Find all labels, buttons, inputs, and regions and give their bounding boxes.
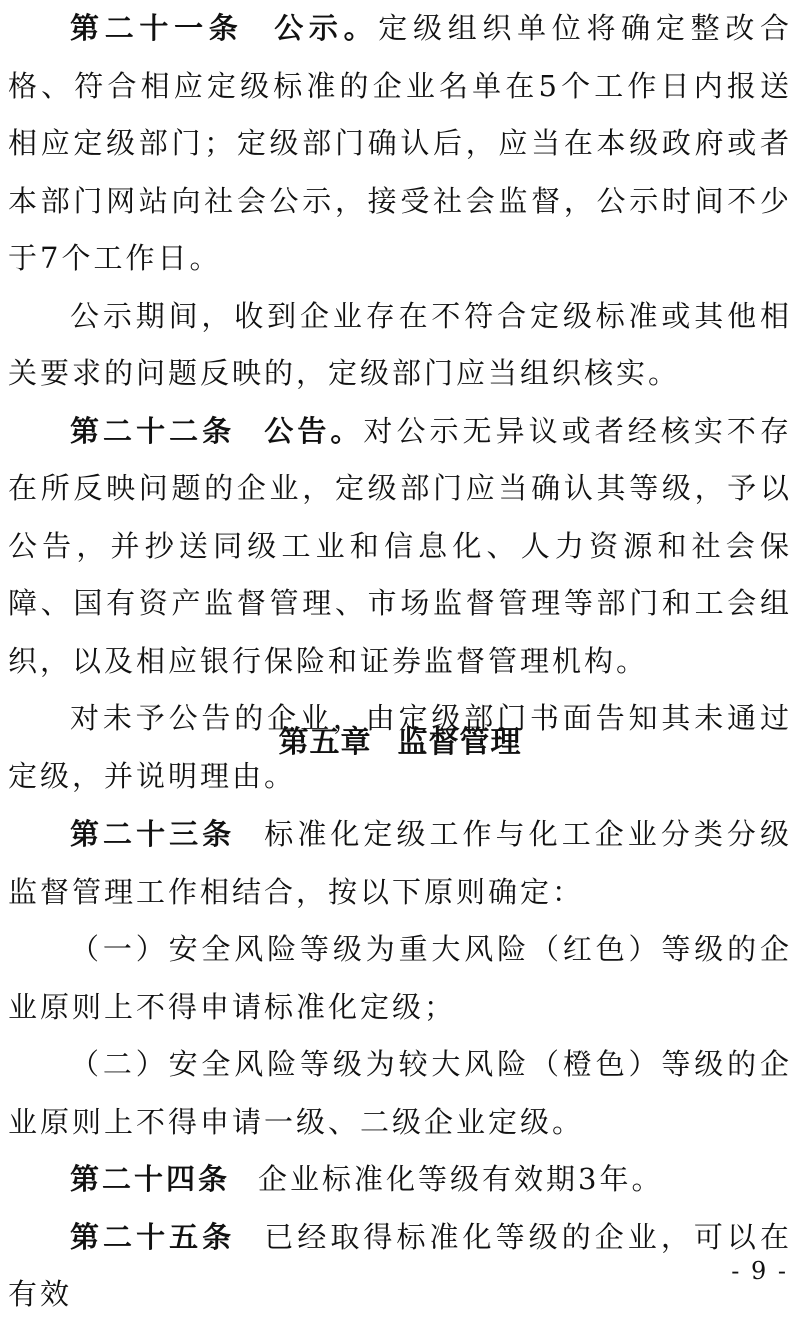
article-21-title: 公示。 [271, 11, 379, 45]
article-24-text: 企业标准化等级有效期3年。 [258, 1162, 664, 1196]
article-23-paragraph [8, 806, 792, 921]
article-22-paragraph [8, 403, 792, 691]
article-23-text: 标准化定级工作与化工企业分类分级监督管理工作相结合，按以下原则确定： [8, 817, 792, 909]
article-23-label: 第二十三条 [70, 817, 236, 851]
article-22-title: 公告。 [263, 413, 364, 448]
page-number: - 9 - [731, 1257, 788, 1285]
article-25-paragraph [8, 1209, 792, 1324]
article-22-text: 对公示无异议或者经核实不存在所反映问题的企业，定级部门应当确认其等级，予以公告，并抄送同级工业和信息化、人力资源和社会保障、国有资产监督管理、市场监督管理等部门和工会组织，以及相应银行保险和证券监督管理机构。 [8, 413, 792, 678]
article-25-text: 已经取得标准化等级的企业，可以在有效 [8, 1219, 792, 1311]
article-24-label: 第二十四条 [70, 1162, 231, 1196]
chapter-heading [0, 714, 800, 772]
article-24-paragraph [8, 1151, 792, 1209]
list-item-2: （二）安全风险等级为较大风险（橙色）等级的企业原则上不得申请一级、二级企业定级。 [8, 1047, 792, 1139]
article-22-paragraph-2: 对未予公告的企业，由定级部门书面告知其未通过定级，并说明理由。 [8, 701, 792, 793]
article-21-paragraph-2: 公示期间，收到企业存在不符合定级标准或其他相关要求的问题反映的，定级部门应当组织核实。 [8, 298, 792, 390]
article-22-label: 第二十二条 [70, 413, 236, 448]
list-item-1: （一）安全风险等级为重大风险（红色）等级的企业原则上不得申请标准化定级； [8, 932, 792, 1024]
article-21-paragraph [8, 0, 792, 288]
section-articles-23-25 [8, 806, 792, 1324]
chapter-title: 监督管理 [397, 725, 522, 760]
section-articles-21-22 [8, 0, 792, 805]
article-21-text: 定级组织单位将确定整改合格、符合相应定级标准的企业名单在5个工作日内报送相应定级部门；定级部门确认后，应当在本级政府或者本部门网站向社会公示，接受社会监督，公示时间不少于7个工作日。 [8, 11, 792, 275]
chapter-number: 第五章 [278, 725, 372, 760]
article-21-label: 第二十一条 [70, 11, 244, 45]
article-25-label: 第二十五条 [70, 1219, 236, 1254]
